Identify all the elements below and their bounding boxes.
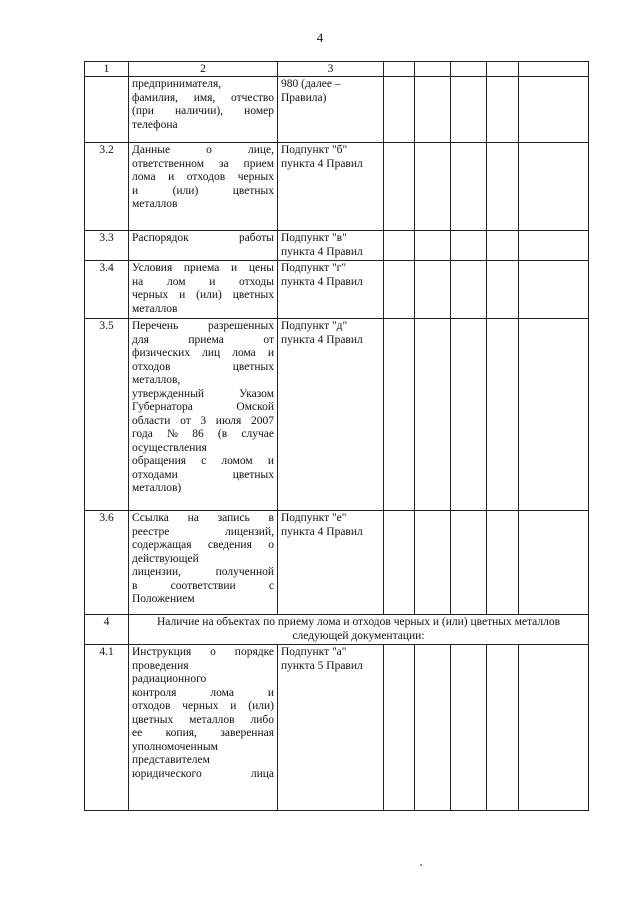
reference-line: пункта 4 Правил [281,275,363,288]
word: в [268,512,274,524]
requirement-line: металлов, [132,374,181,386]
empty-cell [415,143,451,231]
requirement-line [132,539,274,553]
word: 2007 [250,414,274,427]
row-number: 3.2 [85,143,129,231]
word: (при [132,105,154,117]
word: цветных [232,184,274,197]
requirement-line: металлов [132,302,178,315]
word: цветных [232,289,274,301]
table-row [85,645,589,811]
table-row [85,261,589,319]
word: 3 [200,414,207,427]
requirement-line [132,415,274,429]
requirement-line: телефона [132,118,178,131]
word: порядке [234,646,274,658]
requirement-text [129,77,278,143]
row-number: 3.5 [85,319,129,511]
word: сведения [207,539,252,551]
requirement-line [132,105,274,119]
word: обращения [132,455,187,467]
word: копия, [165,727,197,739]
reference-line: пункта 4 Правил [281,333,363,346]
requirement-line: уполномоченным [132,740,218,753]
word: с [268,579,274,592]
header-cell-empty [384,62,415,77]
row-number: 3.4 [85,261,129,319]
empty-cell [487,319,519,511]
word: Данные [132,144,171,156]
word: и [209,275,216,288]
word: лома [132,171,156,183]
row-number: 3.3 [85,231,129,261]
table-row [85,143,589,231]
reference-line: Подпункт "б" [281,144,348,156]
empty-cell [415,645,451,811]
word: лома [232,347,256,359]
table-row [85,511,589,615]
header-cell-1: 1 [85,62,129,77]
requirement-line [132,687,274,701]
reference-line: пункта 5 Правил [281,659,363,672]
header-cell-3: 3 [278,62,384,77]
checklist-table [84,61,589,811]
word: ответственном [132,157,204,170]
empty-cell [487,261,519,319]
requirement-line: предпринимателя, [132,78,222,90]
word: лицензии, [132,566,182,578]
word: в [132,579,138,592]
word: цветных [232,360,274,373]
header-cell-2: 2 [129,62,278,77]
empty-cell [451,645,487,811]
word: ломом [221,455,253,467]
reference-line: Подпункт "а" [281,646,347,658]
row-number: 4.1 [85,645,129,811]
row-number [85,77,129,143]
requirement-line [132,646,274,660]
reference-line: Подпункт "д" [281,320,348,332]
requirement-line [132,262,274,276]
word: лом [166,275,186,288]
empty-cell [415,77,451,143]
word: работы [238,232,274,244]
word: ее [132,727,143,739]
word: года [132,428,153,440]
requirement-line [132,361,274,375]
requirement-line [132,727,274,741]
requirement-line: действующей [132,552,199,565]
requirement-line [132,714,274,728]
empty-cell [519,319,589,511]
empty-cell [384,231,415,261]
word: приема [188,333,224,346]
legal-reference [278,261,384,319]
requirement-line [132,276,274,290]
word: и [230,700,237,712]
empty-cell [487,77,519,143]
legal-reference [278,77,384,143]
requirement-line [132,185,274,199]
word: и [267,455,274,467]
word: и [132,184,139,197]
empty-cell [487,645,519,811]
header-cell-empty [415,62,451,77]
word: о [206,144,212,156]
requirement-line: радиационного [132,673,207,685]
requirement-text [129,231,278,261]
table-row [85,615,589,645]
empty-cell [519,77,589,143]
header-cell-empty [487,62,519,77]
word: цены [248,262,274,274]
requirement-line [132,334,274,348]
requirement-text [129,143,278,231]
empty-cell [384,143,415,231]
empty-cell [519,645,589,811]
word: Указом [239,387,274,400]
requirement-line: представителем [132,754,210,766]
empty-cell [384,319,415,511]
empty-cell [415,319,451,511]
reference-line: 980 (далее – [281,78,341,90]
row-number: 4 [85,615,129,645]
scan-speck [420,864,422,866]
word: запись [217,512,250,524]
requirement-line [132,512,274,526]
header-row [85,62,589,77]
word: (в [217,428,228,440]
reference-line: Подпункт "г" [281,262,347,274]
requirement-line [132,347,274,361]
word: полученной [215,566,274,578]
empty-cell [384,261,415,319]
legal-reference [278,143,384,231]
empty-cell [451,77,487,143]
word: о [268,539,274,551]
table-row [85,77,589,143]
word: 86 [192,428,204,440]
empty-cell [451,231,487,261]
requirement-text [129,645,278,811]
word: разрешенных [208,320,274,332]
requirement-line [132,768,274,782]
empty-cell [415,511,451,615]
word: цветных [232,468,274,481]
word: черных [237,171,274,183]
empty-cell [451,511,487,615]
empty-cell [384,645,415,811]
empty-cell [384,77,415,143]
word: лиц [202,347,221,359]
row-number: 3.6 [85,511,129,615]
empty-cell [384,511,415,615]
empty-cell [519,511,589,615]
empty-cell [451,143,487,231]
word: Распорядок [132,232,189,244]
word: реестре [132,525,170,538]
word: фамилия, [132,91,179,104]
word: утвержденный [132,387,205,400]
word: либо [250,713,274,726]
word: июля [215,414,242,427]
word: за [218,157,229,170]
empty-cell [487,511,519,615]
word: черных [132,289,169,301]
word: и [267,347,274,359]
word: на [132,275,144,288]
word: (или) [248,700,274,712]
legal-reference [278,511,384,615]
word: лома [210,686,234,699]
word: Условия [132,262,173,274]
requirement-line [132,388,274,402]
word: контроля [132,686,177,699]
reference-line: пункта 4 Правил [281,157,363,170]
requirement-line [132,158,274,172]
requirement-line: проведения [132,659,189,672]
word: отходов [132,700,171,712]
word: и [179,289,186,301]
requirement-line [132,401,274,415]
empty-cell [415,261,451,319]
word: наличии), [175,105,224,117]
reference-line: Подпункт "в" [281,232,347,244]
word: отходы [239,275,274,288]
word: соответствии [170,579,236,592]
requirement-line [132,580,274,594]
requirement-line [132,526,274,540]
table-row [85,319,589,511]
requirement-line [132,455,274,469]
requirement-line [132,232,274,246]
word: заверенная [220,727,274,739]
word: прием [243,157,274,170]
requirement-line: осуществления [132,441,207,454]
word: лице, [247,144,274,156]
requirement-line [132,92,274,106]
word: Инструкция [132,646,192,658]
word: области [132,414,171,427]
word: содержащая [132,539,192,551]
word: имя, [193,91,216,104]
word: о [210,646,216,658]
word: лицензий, [224,525,274,538]
word: приема [183,262,220,274]
word: с [201,455,207,467]
word: физических [132,347,191,359]
header-cell-empty [451,62,487,77]
requirement-text [129,319,278,511]
word: для [132,333,149,346]
word: и [231,262,238,274]
requirement-line [132,566,274,580]
word: металлов [189,713,235,726]
reference-line: пункта 4 Правил [281,245,363,258]
header-cell-empty [519,62,589,77]
requirement-line [132,171,274,185]
word: юридического [132,767,202,780]
reference-line: Правила) [281,91,327,104]
word: цветных [132,713,174,726]
word: и [168,171,175,183]
empty-cell [451,319,487,511]
requirement-line [132,320,274,334]
page-number: 4 [316,30,324,45]
word: от [180,414,191,427]
empty-cell [519,143,589,231]
reference-line: Подпункт "е" [281,512,347,524]
word: на [187,512,199,524]
requirement-line [132,469,274,483]
word: (или) [172,184,199,197]
word: от [263,333,274,346]
legal-reference [278,645,384,811]
empty-cell [415,231,451,261]
empty-cell [451,261,487,319]
word: отчество [230,91,274,104]
empty-cell [487,143,519,231]
word: Ссылка [132,512,169,524]
empty-cell [487,231,519,261]
word: случае [241,428,274,440]
word: номер [244,105,274,117]
legal-reference [278,319,384,511]
word: (или) [196,289,222,301]
requirement-line [132,428,274,442]
requirement-text [129,261,278,319]
requirement-line: Положением [132,593,195,605]
empty-cell [519,231,589,261]
word: Губернатора [132,401,193,413]
word: № [167,428,178,440]
word: черных [182,700,219,712]
section-heading: Наличие на объектах по приему лома и отходов черных и (или) цветных металлов следующей документации: [129,615,589,645]
empty-cell [519,261,589,319]
legal-reference [278,231,384,261]
table-row [85,231,589,261]
word: отходов [186,171,226,183]
word: Омской [236,401,274,413]
requirement-line [132,289,274,303]
requirement-line [132,700,274,714]
requirement-text [129,511,278,615]
word: отходами [132,468,178,481]
requirement-line: металлов [132,198,178,210]
word: и [267,686,274,699]
requirement-line [132,144,274,158]
reference-line: пункта 4 Правил [281,525,363,538]
word: Перечень [132,320,179,332]
requirement-line: металлов) [132,482,182,494]
word: отходов [132,360,171,373]
word: лица [250,767,274,780]
